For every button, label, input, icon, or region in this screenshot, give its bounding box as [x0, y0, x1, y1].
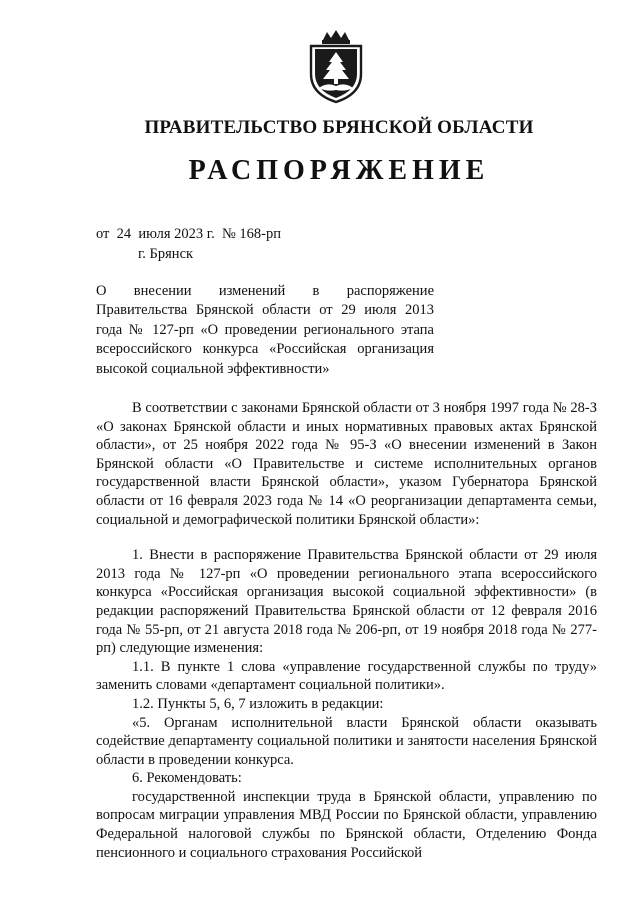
item-1-paragraph: 1. Внести в распоряжение Правительства Брянской области от 29 июля 2013 года № 127-рп «О проведении регионального этапа всероссийского конкурса «Российская организация высокой социальной эффективности» (в редакции распоряжений Правительства Брянской области от 12 февраля 2016 года № 55-рп, от 21 августа 2018 года № 206-рп, от 19 ноября 2018 года № 277-рп) следующие изменения:: [96, 547, 597, 657]
document-subject: О внесении изменений в распоряжение Правительства Брянской области от 29 июля 2013 года № 127-рп «О проведении регионального этапа всероссийского конкурса «Российская организация высокой социальной эффективности»: [96, 283, 434, 377]
quote-item-5-paragraph: «5. Органам исполнительной власти Брянской области оказывать содействие департаменту социальной политики и занятости населения Брянской области в проведении конкурса.: [96, 714, 597, 768]
document-city: г. Брянск: [138, 246, 194, 262]
coat-of-arms-icon: [303, 30, 369, 104]
document-type-title: РАСПОРЯЖЕНИЕ: [188, 155, 490, 186]
document-body: [96, 399, 597, 862]
item-1-1-paragraph: 1.1. В пункте 1 слова «управление государственной службы по труду» заменить словами «департамент социальной политики».: [96, 658, 597, 694]
document-date-number: от 24 июля 2023 г. № 168-рп: [96, 226, 282, 242]
quote-item-6-text-paragraph: государственной инспекции труда в Брянской области, управлению по вопросам миграции управления МВД России по Брянской области, управлению Федеральной налоговой службы по Брянской области, Отделению Фонда пенсионного и социального страхования Российской: [96, 788, 597, 861]
quote-item-6-paragraph: 6. Рекомендовать:: [132, 770, 242, 787]
preamble-paragraph: В соответствии с законами Брянской области от 3 ноября 1997 года № 28-З «О законах Брянской области и иных нормативных правовых актах Брянской области», от 25 ноября 2022 года № 95-З «О внесении изменений в Закон Брянской области «О Правительстве и системе исполнительных органов государственной власти Брянской области», указом Губернатора Брянской области от 16 февраля 2023 года № 14 «О реорганизации департамента семьи, социальной и демографической политики Брянской области»:: [96, 400, 597, 528]
organization-title: ПРАВИТЕЛЬСТВО БРЯНСКОЙ ОБЛАСТИ: [144, 117, 534, 138]
item-1-2-paragraph: 1.2. Пункты 5, 6, 7 изложить в редакции:: [132, 695, 384, 712]
